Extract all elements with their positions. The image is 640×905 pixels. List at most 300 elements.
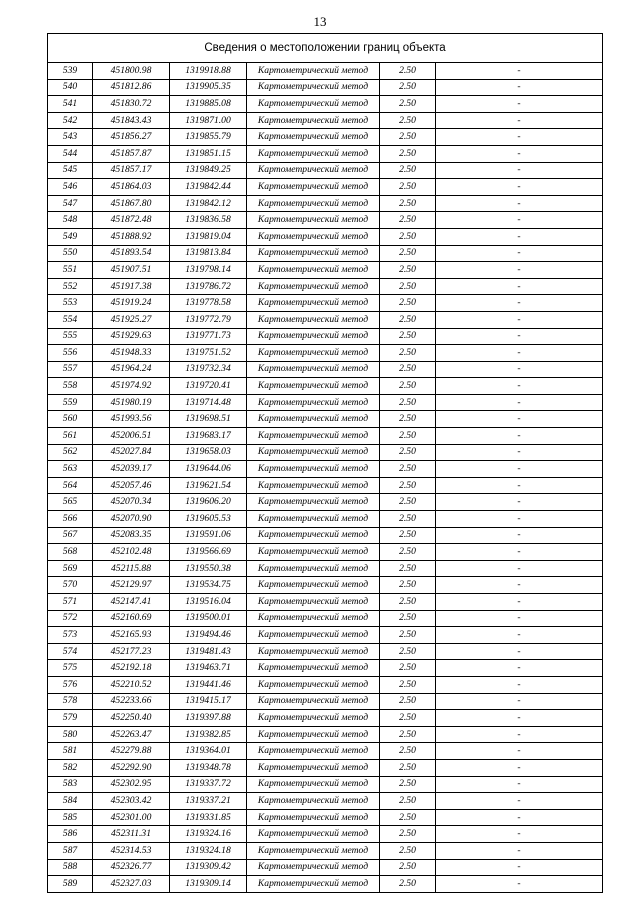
point-number-cell: 546 bbox=[48, 179, 93, 196]
table-row bbox=[48, 345, 603, 362]
accuracy-cell: 2.50 bbox=[380, 411, 436, 428]
point-number-cell: 572 bbox=[48, 610, 93, 627]
point-number-cell: 571 bbox=[48, 594, 93, 611]
accuracy-cell: 2.50 bbox=[380, 129, 436, 146]
point-number-cell: 558 bbox=[48, 378, 93, 395]
accuracy-cell: 2.50 bbox=[380, 710, 436, 727]
description-cell: - bbox=[436, 776, 603, 793]
description-cell: - bbox=[436, 444, 603, 461]
table-row bbox=[48, 162, 603, 179]
y-coordinate-cell: 1319683.17 bbox=[170, 428, 247, 445]
description-cell: - bbox=[436, 311, 603, 328]
accuracy-cell: 2.50 bbox=[380, 594, 436, 611]
table-row bbox=[48, 311, 603, 328]
table-row bbox=[48, 809, 603, 826]
accuracy-cell: 2.50 bbox=[380, 494, 436, 511]
accuracy-cell: 2.50 bbox=[380, 212, 436, 229]
method-cell: Картометрический метод bbox=[247, 228, 380, 245]
table-row bbox=[48, 63, 603, 80]
method-cell: Картометрический метод bbox=[247, 195, 380, 212]
y-coordinate-cell: 1319309.42 bbox=[170, 859, 247, 876]
table-row bbox=[48, 378, 603, 395]
y-coordinate-cell: 1319644.06 bbox=[170, 461, 247, 478]
y-coordinate-cell: 1319605.53 bbox=[170, 511, 247, 528]
table-row bbox=[48, 295, 603, 312]
table-title: Сведения о местоположении границ объекта bbox=[48, 34, 603, 63]
method-cell: Картометрический метод bbox=[247, 162, 380, 179]
description-cell: - bbox=[436, 643, 603, 660]
table-row bbox=[48, 394, 603, 411]
description-cell: - bbox=[436, 212, 603, 229]
table-row bbox=[48, 79, 603, 96]
point-number-cell: 562 bbox=[48, 444, 93, 461]
y-coordinate-cell: 1319918.88 bbox=[170, 63, 247, 80]
method-cell: Картометрический метод bbox=[247, 693, 380, 710]
method-cell: Картометрический метод bbox=[247, 759, 380, 776]
point-number-cell: 581 bbox=[48, 743, 93, 760]
description-cell: - bbox=[436, 494, 603, 511]
point-number-cell: 551 bbox=[48, 262, 93, 279]
accuracy-cell: 2.50 bbox=[380, 96, 436, 113]
method-cell: Картометрический метод bbox=[247, 295, 380, 312]
y-coordinate-cell: 1319463.71 bbox=[170, 660, 247, 677]
method-cell: Картометрический метод bbox=[247, 494, 380, 511]
table-row bbox=[48, 477, 603, 494]
y-coordinate-cell: 1319751.52 bbox=[170, 345, 247, 362]
y-coordinate-cell: 1319786.72 bbox=[170, 278, 247, 295]
accuracy-cell: 2.50 bbox=[380, 560, 436, 577]
x-coordinate-cell: 452314.53 bbox=[93, 842, 170, 859]
method-cell: Картометрический метод bbox=[247, 511, 380, 528]
description-cell: - bbox=[436, 262, 603, 279]
point-number-cell: 539 bbox=[48, 63, 93, 80]
point-number-cell: 589 bbox=[48, 876, 93, 893]
description-cell: - bbox=[436, 544, 603, 561]
coordinates-table bbox=[47, 33, 603, 893]
method-cell: Картометрический метод bbox=[247, 361, 380, 378]
method-cell: Картометрический метод bbox=[247, 710, 380, 727]
accuracy-cell: 2.50 bbox=[380, 328, 436, 345]
method-cell: Картометрический метод bbox=[247, 560, 380, 577]
y-coordinate-cell: 1319494.46 bbox=[170, 627, 247, 644]
table-row bbox=[48, 361, 603, 378]
x-coordinate-cell: 452165.93 bbox=[93, 627, 170, 644]
x-coordinate-cell: 452177.23 bbox=[93, 643, 170, 660]
description-cell: - bbox=[436, 228, 603, 245]
description-cell: - bbox=[436, 743, 603, 760]
table-row bbox=[48, 212, 603, 229]
point-number-cell: 547 bbox=[48, 195, 93, 212]
description-cell: - bbox=[436, 394, 603, 411]
accuracy-cell: 2.50 bbox=[380, 776, 436, 793]
table-row bbox=[48, 726, 603, 743]
x-coordinate-cell: 451864.03 bbox=[93, 179, 170, 196]
x-coordinate-cell: 451888.92 bbox=[93, 228, 170, 245]
x-coordinate-cell: 451800.98 bbox=[93, 63, 170, 80]
description-cell: - bbox=[436, 793, 603, 810]
description-cell: - bbox=[436, 610, 603, 627]
point-number-cell: 552 bbox=[48, 278, 93, 295]
method-cell: Картометрический метод bbox=[247, 610, 380, 627]
x-coordinate-cell: 451993.56 bbox=[93, 411, 170, 428]
description-cell: - bbox=[436, 179, 603, 196]
accuracy-cell: 2.50 bbox=[380, 63, 436, 80]
x-coordinate-cell: 451919.24 bbox=[93, 295, 170, 312]
x-coordinate-cell: 451929.63 bbox=[93, 328, 170, 345]
y-coordinate-cell: 1319855.79 bbox=[170, 129, 247, 146]
accuracy-cell: 2.50 bbox=[380, 527, 436, 544]
table-row bbox=[48, 842, 603, 859]
point-number-cell: 588 bbox=[48, 859, 93, 876]
y-coordinate-cell: 1319836.58 bbox=[170, 212, 247, 229]
x-coordinate-cell: 451857.87 bbox=[93, 145, 170, 162]
accuracy-cell: 2.50 bbox=[380, 876, 436, 893]
x-coordinate-cell: 452102.48 bbox=[93, 544, 170, 561]
table-row bbox=[48, 328, 603, 345]
x-coordinate-cell: 452301.00 bbox=[93, 809, 170, 826]
point-number-cell: 579 bbox=[48, 710, 93, 727]
method-cell: Картометрический метод bbox=[247, 527, 380, 544]
x-coordinate-cell: 452326.77 bbox=[93, 859, 170, 876]
description-cell: - bbox=[436, 112, 603, 129]
point-number-cell: 543 bbox=[48, 129, 93, 146]
table-title-row bbox=[48, 34, 603, 63]
table-row bbox=[48, 826, 603, 843]
y-coordinate-cell: 1319415.17 bbox=[170, 693, 247, 710]
description-cell: - bbox=[436, 693, 603, 710]
table-row bbox=[48, 793, 603, 810]
description-cell: - bbox=[436, 63, 603, 80]
method-cell: Картометрический метод bbox=[247, 776, 380, 793]
description-cell: - bbox=[436, 809, 603, 826]
table-row bbox=[48, 96, 603, 113]
accuracy-cell: 2.50 bbox=[380, 112, 436, 129]
table-row bbox=[48, 245, 603, 262]
description-cell: - bbox=[436, 826, 603, 843]
y-coordinate-cell: 1319714.48 bbox=[170, 394, 247, 411]
accuracy-cell: 2.50 bbox=[380, 511, 436, 528]
y-coordinate-cell: 1319441.46 bbox=[170, 676, 247, 693]
method-cell: Картометрический метод bbox=[247, 328, 380, 345]
point-number-cell: 570 bbox=[48, 577, 93, 594]
table-row bbox=[48, 195, 603, 212]
x-coordinate-cell: 452057.46 bbox=[93, 477, 170, 494]
y-coordinate-cell: 1319658.03 bbox=[170, 444, 247, 461]
method-cell: Картометрический метод bbox=[247, 345, 380, 362]
description-cell: - bbox=[436, 577, 603, 594]
point-number-cell: 561 bbox=[48, 428, 93, 445]
description-cell: - bbox=[436, 378, 603, 395]
description-cell: - bbox=[436, 477, 603, 494]
method-cell: Картометрический метод bbox=[247, 145, 380, 162]
x-coordinate-cell: 452039.17 bbox=[93, 461, 170, 478]
y-coordinate-cell: 1319813.84 bbox=[170, 245, 247, 262]
method-cell: Картометрический метод bbox=[247, 594, 380, 611]
x-coordinate-cell: 451925.27 bbox=[93, 311, 170, 328]
point-number-cell: 542 bbox=[48, 112, 93, 129]
accuracy-cell: 2.50 bbox=[380, 693, 436, 710]
method-cell: Картометрический метод bbox=[247, 660, 380, 677]
x-coordinate-cell: 451812.86 bbox=[93, 79, 170, 96]
method-cell: Картометрический метод bbox=[247, 262, 380, 279]
description-cell: - bbox=[436, 79, 603, 96]
method-cell: Картометрический метод bbox=[247, 129, 380, 146]
accuracy-cell: 2.50 bbox=[380, 361, 436, 378]
accuracy-cell: 2.50 bbox=[380, 278, 436, 295]
point-number-cell: 584 bbox=[48, 793, 93, 810]
y-coordinate-cell: 1319698.51 bbox=[170, 411, 247, 428]
y-coordinate-cell: 1319550.38 bbox=[170, 560, 247, 577]
accuracy-cell: 2.50 bbox=[380, 295, 436, 312]
method-cell: Картометрический метод bbox=[247, 378, 380, 395]
point-number-cell: 554 bbox=[48, 311, 93, 328]
accuracy-cell: 2.50 bbox=[380, 809, 436, 826]
y-coordinate-cell: 1319905.35 bbox=[170, 79, 247, 96]
table-row bbox=[48, 262, 603, 279]
method-cell: Картометрический метод bbox=[247, 394, 380, 411]
point-number-cell: 556 bbox=[48, 345, 93, 362]
point-number-cell: 541 bbox=[48, 96, 93, 113]
x-coordinate-cell: 452129.97 bbox=[93, 577, 170, 594]
method-cell: Картометрический метод bbox=[247, 112, 380, 129]
point-number-cell: 560 bbox=[48, 411, 93, 428]
accuracy-cell: 2.50 bbox=[380, 195, 436, 212]
point-number-cell: 544 bbox=[48, 145, 93, 162]
description-cell: - bbox=[436, 129, 603, 146]
point-number-cell: 574 bbox=[48, 643, 93, 660]
y-coordinate-cell: 1319606.20 bbox=[170, 494, 247, 511]
x-coordinate-cell: 452160.69 bbox=[93, 610, 170, 627]
accuracy-cell: 2.50 bbox=[380, 461, 436, 478]
description-cell: - bbox=[436, 876, 603, 893]
x-coordinate-cell: 451856.27 bbox=[93, 129, 170, 146]
x-coordinate-cell: 451948.33 bbox=[93, 345, 170, 362]
accuracy-cell: 2.50 bbox=[380, 179, 436, 196]
table-row bbox=[48, 411, 603, 428]
method-cell: Картометрический метод bbox=[247, 643, 380, 660]
table-row bbox=[48, 461, 603, 478]
description-cell: - bbox=[436, 145, 603, 162]
x-coordinate-cell: 452083.35 bbox=[93, 527, 170, 544]
accuracy-cell: 2.50 bbox=[380, 743, 436, 760]
description-cell: - bbox=[436, 461, 603, 478]
method-cell: Картометрический метод bbox=[247, 726, 380, 743]
x-coordinate-cell: 452327.03 bbox=[93, 876, 170, 893]
description-cell: - bbox=[436, 195, 603, 212]
description-cell: - bbox=[436, 560, 603, 577]
method-cell: Картометрический метод bbox=[247, 842, 380, 859]
accuracy-cell: 2.50 bbox=[380, 444, 436, 461]
accuracy-cell: 2.50 bbox=[380, 826, 436, 843]
method-cell: Картометрический метод bbox=[247, 676, 380, 693]
x-coordinate-cell: 452070.34 bbox=[93, 494, 170, 511]
accuracy-cell: 2.50 bbox=[380, 162, 436, 179]
accuracy-cell: 2.50 bbox=[380, 228, 436, 245]
y-coordinate-cell: 1319309.14 bbox=[170, 876, 247, 893]
accuracy-cell: 2.50 bbox=[380, 759, 436, 776]
x-coordinate-cell: 452292.90 bbox=[93, 759, 170, 776]
x-coordinate-cell: 451980.19 bbox=[93, 394, 170, 411]
point-number-cell: 540 bbox=[48, 79, 93, 96]
method-cell: Картометрический метод bbox=[247, 743, 380, 760]
x-coordinate-cell: 452233.66 bbox=[93, 693, 170, 710]
y-coordinate-cell: 1319516.04 bbox=[170, 594, 247, 611]
table-row bbox=[48, 776, 603, 793]
x-coordinate-cell: 451857.17 bbox=[93, 162, 170, 179]
accuracy-cell: 2.50 bbox=[380, 428, 436, 445]
method-cell: Картометрический метод bbox=[247, 809, 380, 826]
x-coordinate-cell: 452263.47 bbox=[93, 726, 170, 743]
x-coordinate-cell: 452115.88 bbox=[93, 560, 170, 577]
method-cell: Картометрический метод bbox=[247, 245, 380, 262]
x-coordinate-cell: 451830.72 bbox=[93, 96, 170, 113]
method-cell: Картометрический метод bbox=[247, 212, 380, 229]
table-row bbox=[48, 560, 603, 577]
table-row bbox=[48, 129, 603, 146]
description-cell: - bbox=[436, 859, 603, 876]
table-row bbox=[48, 610, 603, 627]
description-cell: - bbox=[436, 594, 603, 611]
point-number-cell: 569 bbox=[48, 560, 93, 577]
y-coordinate-cell: 1319481.43 bbox=[170, 643, 247, 660]
x-coordinate-cell: 452302.95 bbox=[93, 776, 170, 793]
y-coordinate-cell: 1319337.72 bbox=[170, 776, 247, 793]
description-cell: - bbox=[436, 627, 603, 644]
x-coordinate-cell: 451907.51 bbox=[93, 262, 170, 279]
description-cell: - bbox=[436, 842, 603, 859]
accuracy-cell: 2.50 bbox=[380, 610, 436, 627]
method-cell: Картометрический метод bbox=[247, 793, 380, 810]
y-coordinate-cell: 1319397.88 bbox=[170, 710, 247, 727]
point-number-cell: 557 bbox=[48, 361, 93, 378]
y-coordinate-cell: 1319500.01 bbox=[170, 610, 247, 627]
point-number-cell: 568 bbox=[48, 544, 93, 561]
y-coordinate-cell: 1319331.85 bbox=[170, 809, 247, 826]
y-coordinate-cell: 1319851.15 bbox=[170, 145, 247, 162]
description-cell: - bbox=[436, 345, 603, 362]
point-number-cell: 573 bbox=[48, 627, 93, 644]
table-row bbox=[48, 428, 603, 445]
method-cell: Картометрический метод bbox=[247, 544, 380, 561]
table-row bbox=[48, 179, 603, 196]
x-coordinate-cell: 451843.43 bbox=[93, 112, 170, 129]
description-cell: - bbox=[436, 411, 603, 428]
x-coordinate-cell: 452279.88 bbox=[93, 743, 170, 760]
table-row bbox=[48, 228, 603, 245]
x-coordinate-cell: 452006.51 bbox=[93, 428, 170, 445]
description-cell: - bbox=[436, 295, 603, 312]
x-coordinate-cell: 452070.90 bbox=[93, 511, 170, 528]
point-number-cell: 555 bbox=[48, 328, 93, 345]
y-coordinate-cell: 1319348.78 bbox=[170, 759, 247, 776]
description-cell: - bbox=[436, 511, 603, 528]
table-row bbox=[48, 494, 603, 511]
y-coordinate-cell: 1319324.16 bbox=[170, 826, 247, 843]
method-cell: Картометрический метод bbox=[247, 444, 380, 461]
y-coordinate-cell: 1319732.34 bbox=[170, 361, 247, 378]
x-coordinate-cell: 452027.84 bbox=[93, 444, 170, 461]
table-row bbox=[48, 876, 603, 893]
accuracy-cell: 2.50 bbox=[380, 859, 436, 876]
point-number-cell: 583 bbox=[48, 776, 93, 793]
accuracy-cell: 2.50 bbox=[380, 477, 436, 494]
x-coordinate-cell: 452311.31 bbox=[93, 826, 170, 843]
description-cell: - bbox=[436, 245, 603, 262]
x-coordinate-cell: 452147.41 bbox=[93, 594, 170, 611]
point-number-cell: 587 bbox=[48, 842, 93, 859]
description-cell: - bbox=[436, 328, 603, 345]
y-coordinate-cell: 1319337.21 bbox=[170, 793, 247, 810]
y-coordinate-cell: 1319364.01 bbox=[170, 743, 247, 760]
method-cell: Картометрический метод bbox=[247, 79, 380, 96]
accuracy-cell: 2.50 bbox=[380, 660, 436, 677]
point-number-cell: 548 bbox=[48, 212, 93, 229]
description-cell: - bbox=[436, 428, 603, 445]
y-coordinate-cell: 1319324.18 bbox=[170, 842, 247, 859]
table-row bbox=[48, 676, 603, 693]
description-cell: - bbox=[436, 527, 603, 544]
point-number-cell: 553 bbox=[48, 295, 93, 312]
accuracy-cell: 2.50 bbox=[380, 345, 436, 362]
y-coordinate-cell: 1319842.12 bbox=[170, 195, 247, 212]
y-coordinate-cell: 1319771.73 bbox=[170, 328, 247, 345]
method-cell: Картометрический метод bbox=[247, 627, 380, 644]
x-coordinate-cell: 452303.42 bbox=[93, 793, 170, 810]
method-cell: Картометрический метод bbox=[247, 411, 380, 428]
table-row bbox=[48, 278, 603, 295]
accuracy-cell: 2.50 bbox=[380, 394, 436, 411]
y-coordinate-cell: 1319819.04 bbox=[170, 228, 247, 245]
point-number-cell: 545 bbox=[48, 162, 93, 179]
accuracy-cell: 2.50 bbox=[380, 643, 436, 660]
y-coordinate-cell: 1319621.54 bbox=[170, 477, 247, 494]
point-number-cell: 586 bbox=[48, 826, 93, 843]
description-cell: - bbox=[436, 710, 603, 727]
table-row bbox=[48, 710, 603, 727]
point-number-cell: 582 bbox=[48, 759, 93, 776]
method-cell: Картометрический метод bbox=[247, 428, 380, 445]
y-coordinate-cell: 1319591.06 bbox=[170, 527, 247, 544]
point-number-cell: 576 bbox=[48, 676, 93, 693]
table-row bbox=[48, 743, 603, 760]
table-row bbox=[48, 145, 603, 162]
method-cell: Картометрический метод bbox=[247, 278, 380, 295]
table-row bbox=[48, 112, 603, 129]
description-cell: - bbox=[436, 96, 603, 113]
table-row bbox=[48, 527, 603, 544]
method-cell: Картометрический метод bbox=[247, 96, 380, 113]
accuracy-cell: 2.50 bbox=[380, 245, 436, 262]
table-row bbox=[48, 693, 603, 710]
point-number-cell: 550 bbox=[48, 245, 93, 262]
method-cell: Картометрический метод bbox=[247, 461, 380, 478]
x-coordinate-cell: 451872.48 bbox=[93, 212, 170, 229]
y-coordinate-cell: 1319720.41 bbox=[170, 378, 247, 395]
accuracy-cell: 2.50 bbox=[380, 79, 436, 96]
point-number-cell: 563 bbox=[48, 461, 93, 478]
x-coordinate-cell: 452250.40 bbox=[93, 710, 170, 727]
point-number-cell: 564 bbox=[48, 477, 93, 494]
description-cell: - bbox=[436, 278, 603, 295]
description-cell: - bbox=[436, 660, 603, 677]
description-cell: - bbox=[436, 759, 603, 776]
method-cell: Картометрический метод bbox=[247, 477, 380, 494]
y-coordinate-cell: 1319798.14 bbox=[170, 262, 247, 279]
x-coordinate-cell: 452192.18 bbox=[93, 660, 170, 677]
description-cell: - bbox=[436, 676, 603, 693]
point-number-cell: 578 bbox=[48, 693, 93, 710]
table-row bbox=[48, 627, 603, 644]
